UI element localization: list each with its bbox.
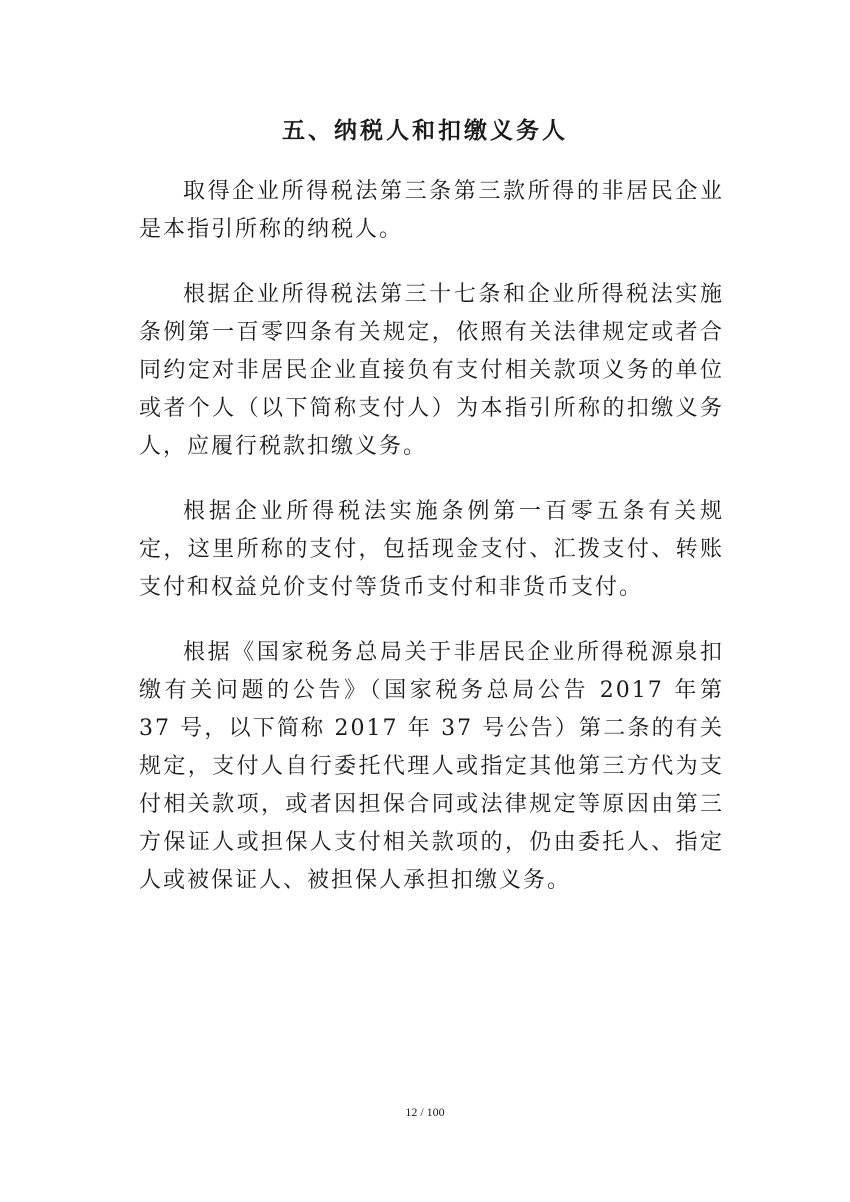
- page-number: 12 / 100: [405, 1105, 445, 1119]
- paragraph-withholding-agent: 根据企业所得税法第三十七条和企业所得税法实施条例第一百零四条有关规定，依照有关法律规定或者合同约定对非居民企业直接负有支付相关款项义务的单位或者个人（以下简称支付人）为本指引所称的扣缴义务人，应履行税款扣缴义务。: [139, 282, 724, 459]
- section-heading: 五、纳税人和扣缴义务人: [282, 117, 568, 144]
- paragraph-taxpayer: 取得企业所得税法第三条第三款所得的非居民企业是本指引所称的纳税人。: [139, 179, 724, 242]
- paragraph-announcement-37: 根据《国家税务总局关于非居民企业所得税源泉扣缴有关问题的公告》（国家税务总局公告 2017 年第 37 号，以下简称 2017 年 37 号公告）第二条的有关规定，支付人自行委托代理人或指定其他第三方代为支付相关款项，或者因担保合同或法律规定等原因由第三方保证人或担保人支付相关款项的，仍由委托人、指定人或被保证人、被担保人承担扣缴义务。: [139, 640, 724, 893]
- paragraph-payment-definition: 根据企业所得税法实施条例第一百零五条有关规定，这里所称的支付，包括现金支付、汇拨支付、转账支付和权益兑价支付等货币支付和非货币支付。: [139, 499, 724, 600]
- body-text: [139, 173, 724, 927]
